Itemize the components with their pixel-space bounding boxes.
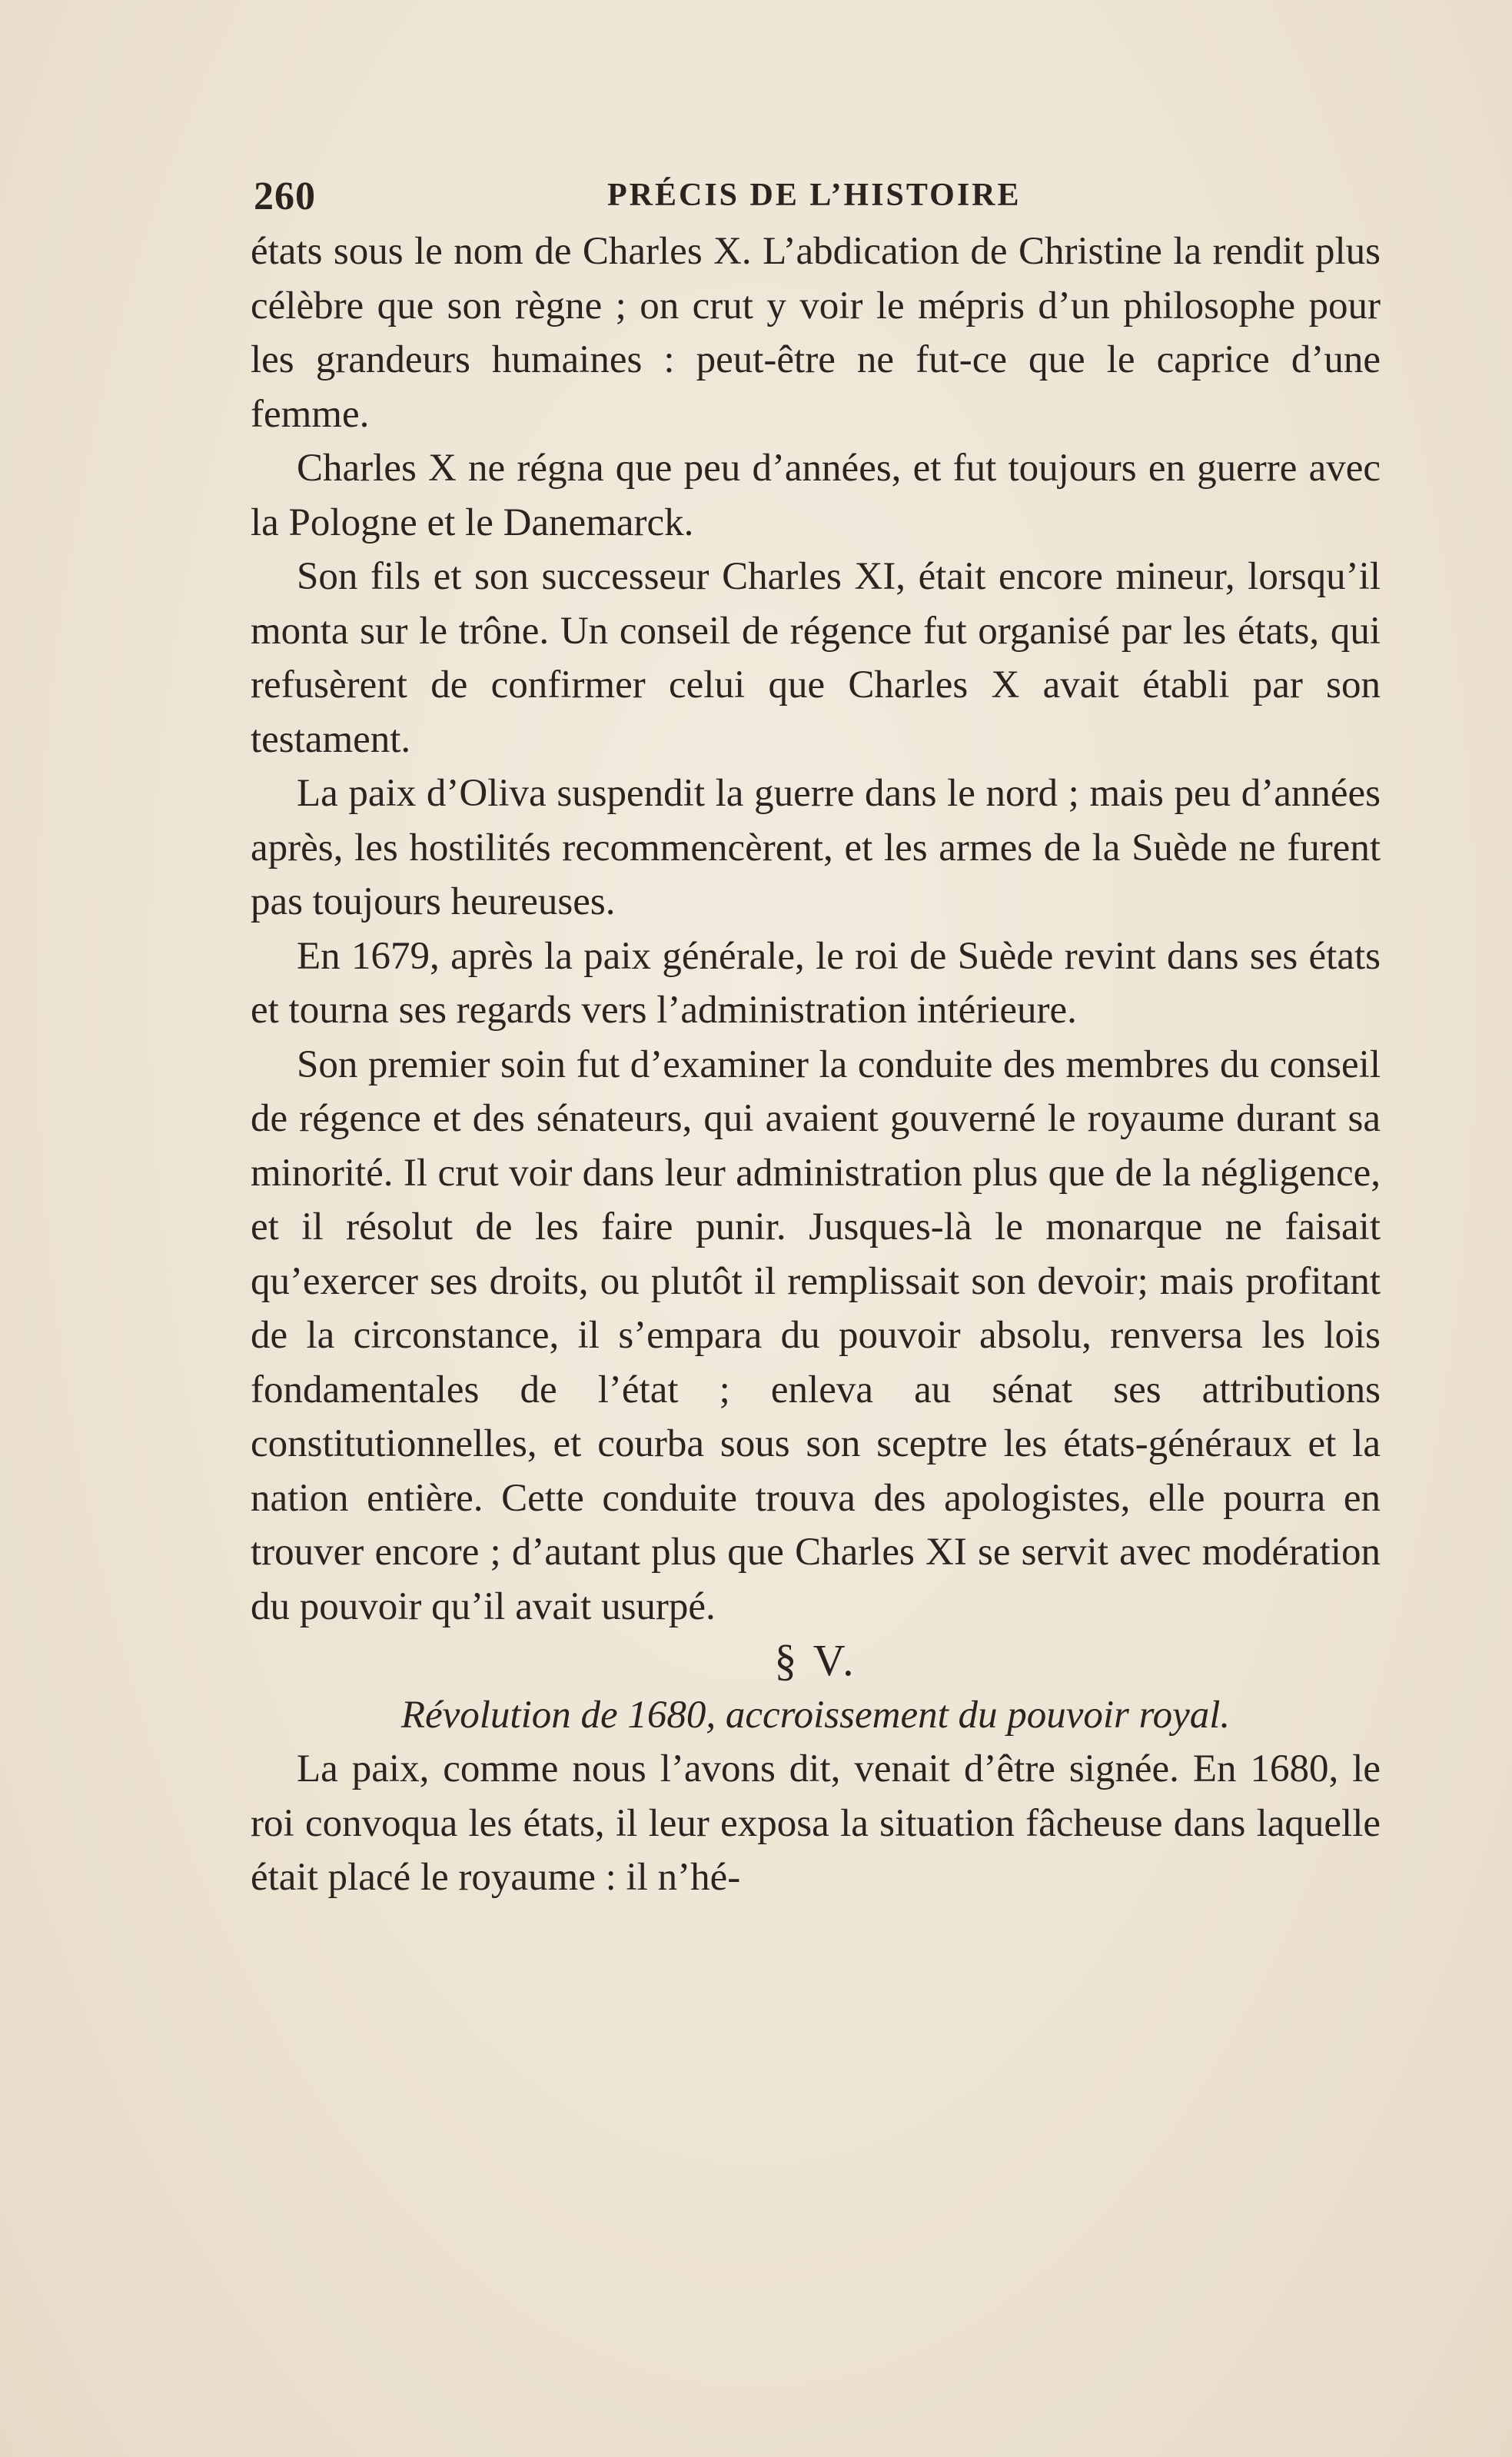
paragraph: états sous le nom de Charles X. L’abdication de Christine la rendit plus célèbre que son règne ; on crut y voir le mépris d’un philosophe pour les grandeurs humaines : peut-être ne fut-ce que le caprice d’une femme.	[251, 230, 1381, 436]
section-mark: § V.	[774, 1635, 857, 1685]
paragraph: Charles X ne régna que peu d’années, et fut toujours en guerre avec la Pologne et le Danemarck.	[251, 447, 1381, 544]
section-title: Révolution de 1680, accroissement du pouvoir royal.	[400, 1693, 1231, 1737]
paragraph: La paix, comme nous l’avons dit, venait d’être signée. En 1680, le roi convoqua les états, il leur exposa la situation fâcheuse dans laquelle était placé le royaume : il n’hé-	[251, 1747, 1381, 1899]
paragraph: Son premier soin fut d’examiner la conduite des membres du conseil de régence et des sénateurs, qui avaient gouverné le royaume durant sa minorité. Il crut voir dans leur administration plus que de la négligence, et il résolut de les faire punir. Jusques-là le monarque ne faisait qu’exercer ses droits, ou plutôt il remplissait son devoir; mais profitant de la circonstance, il s’empara du pouvoir absolu, renversa les lois fondamentales de l’état ; enleva au sénat ses attributions constitutionnelles, et courba sous son sceptre les états-généraux et la nation entière. Cette conduite trouva des apologistes, elle pourra en trouver encore ; d’autant plus que Charles XI se servit avec modération du pouvoir qu’il avait usurpé.	[251, 1042, 1381, 1628]
paragraph: La paix d’Oliva suspendit la guerre dans le nord ; mais peu d’années après, les hostilités recommencèrent, et les armes de la Suède ne furent pas toujours heureuses.	[251, 772, 1381, 923]
page-number: 260	[254, 175, 316, 218]
paragraph: En 1679, après la paix générale, le roi de Suède revint dans ses états et tourna ses regards vers l’administration intérieure.	[251, 934, 1381, 1032]
page-body	[251, 224, 1381, 1905]
running-title: PRÉCIS DE L’HISTOIRE	[607, 178, 1022, 213]
page-header	[254, 174, 1382, 220]
paragraph: Son fils et son successeur Charles XI, était encore mineur, lorsqu’il monta sur le trône. Un conseil de régence fut organisé par les états, qui refusèrent de confirmer celui que Charles X avait établi par son testament.	[251, 555, 1381, 761]
